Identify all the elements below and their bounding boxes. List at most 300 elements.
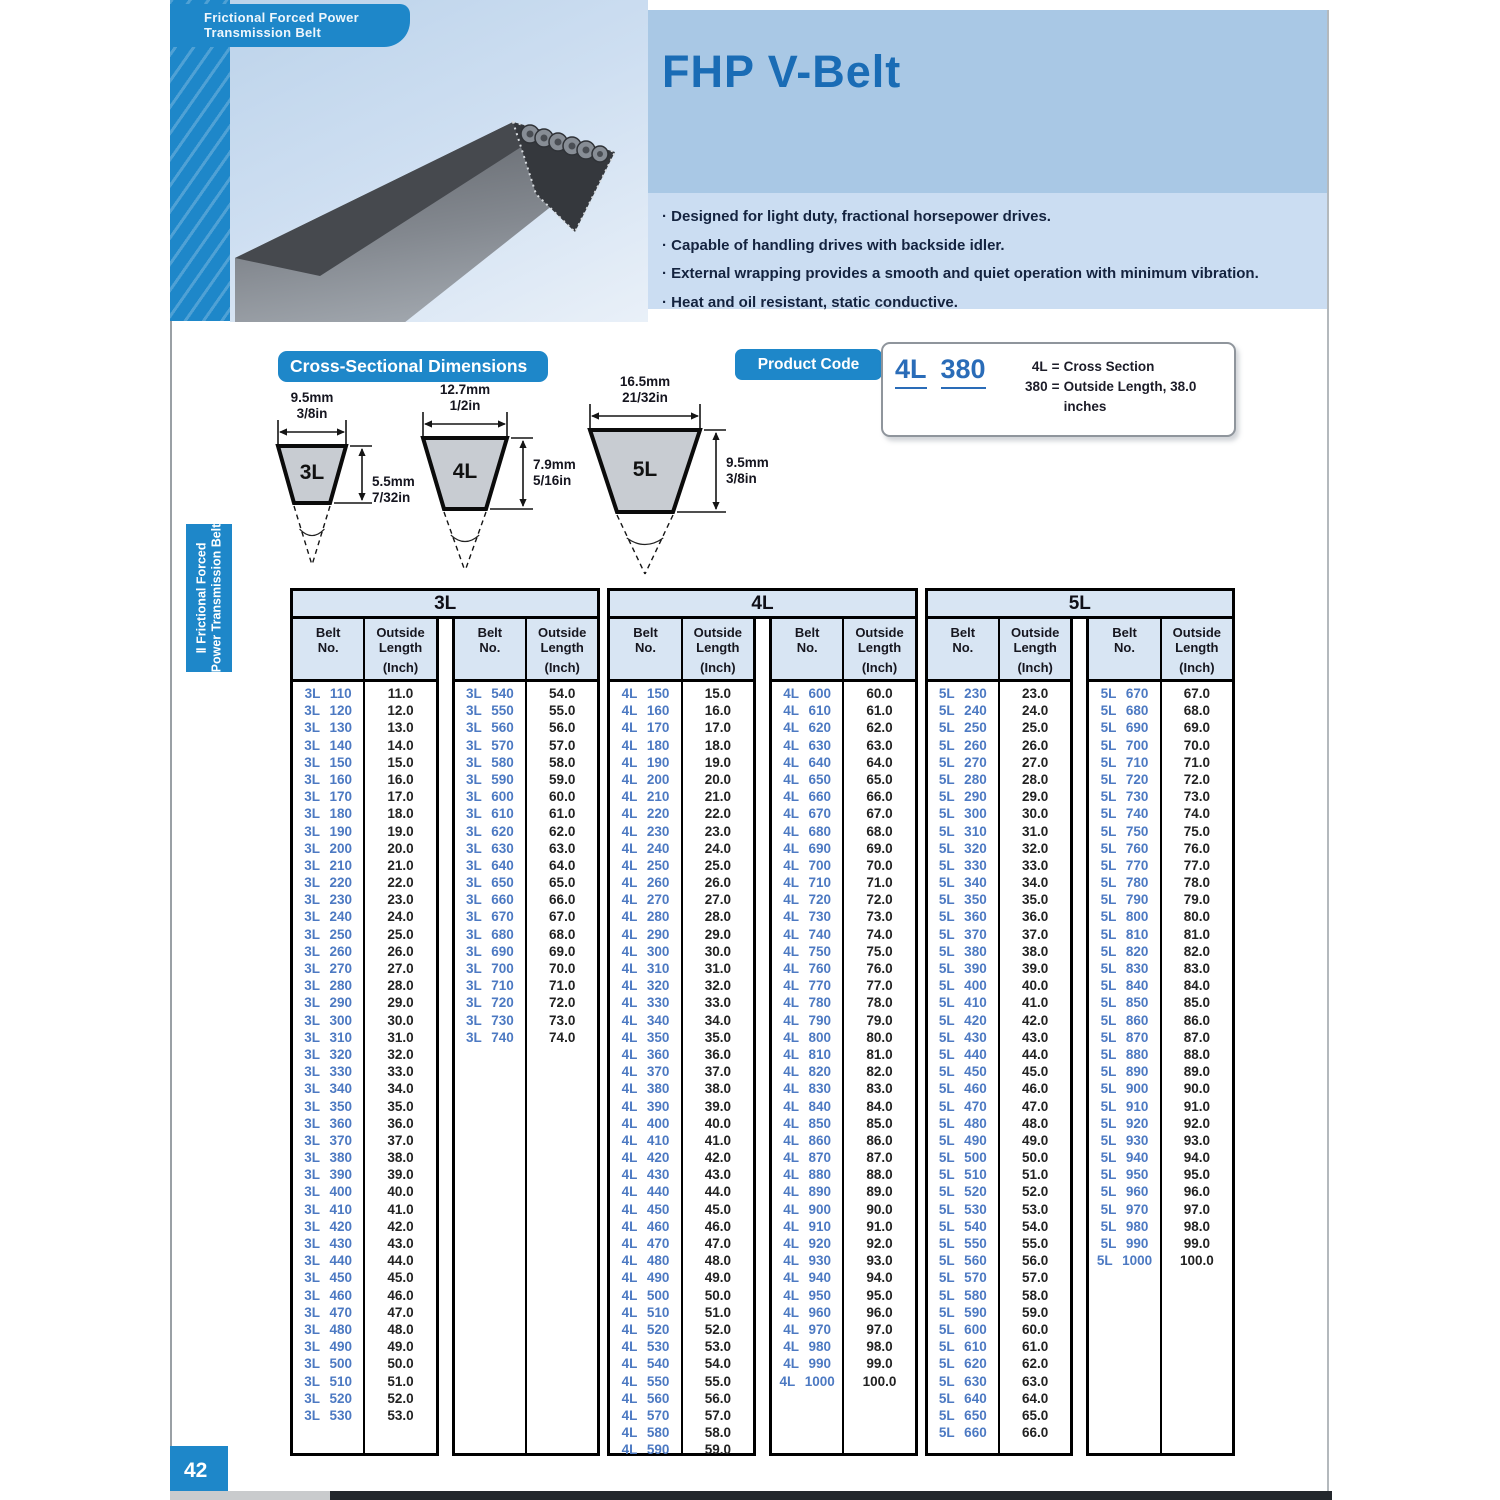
outside-length-cell: 84.0 — [1183, 978, 1210, 994]
outside-length-cell: 81.0 — [866, 1046, 893, 1062]
outside-length-cell: 78.0 — [1183, 875, 1210, 891]
belt-no-cell: 5L 680 — [1100, 703, 1149, 719]
outside-length-cell: 23.0 — [704, 823, 731, 839]
outside-length-column-header — [527, 619, 597, 679]
outside-length-cell: 18.0 — [704, 737, 731, 753]
belt-no-column-header — [1089, 619, 1161, 679]
outside-length-cell: 48.0 — [387, 1321, 414, 1337]
outside-length-cell: 24.0 — [704, 840, 731, 856]
product-code-legend — [1012, 357, 1222, 417]
subtable — [1086, 619, 1235, 1456]
belt-no-column-header — [928, 619, 1000, 679]
belt-no-cell: 5L 840 — [1100, 978, 1149, 994]
outside-length-cell: 68.0 — [549, 926, 576, 942]
belt-no-cell: 5L 850 — [1100, 995, 1149, 1011]
outside-length-cell: 59.0 — [549, 771, 576, 787]
outside-length-cell: 31.0 — [1022, 823, 1049, 839]
outside-length-cell: 89.0 — [1183, 1064, 1210, 1080]
subtable-gap — [439, 619, 452, 1456]
belt-no-cell: 4L 950 — [783, 1287, 832, 1303]
outside-length-cell: 35.0 — [1022, 892, 1049, 908]
outside-length-cell: 88.0 — [866, 1167, 893, 1183]
outside-length-cell: 45.0 — [704, 1201, 731, 1217]
feature-bullets — [648, 193, 1327, 309]
width-mm: 9.5mm — [290, 390, 334, 405]
belt-no-cell: 3L 640 — [465, 857, 514, 873]
belt-no-cell: 3L 340 — [304, 1081, 353, 1097]
outside-length-cell: 70.0 — [866, 857, 893, 873]
belt-no-cell: 4L 340 — [621, 1012, 670, 1028]
outside-length-cell: 18.0 — [387, 806, 414, 822]
header-line: Belt — [794, 625, 820, 640]
outside-length-cell: 33.0 — [1022, 857, 1049, 873]
outside-length-cell: 22.0 — [387, 875, 414, 891]
belt-no-cell: 3L 650 — [465, 875, 514, 891]
belt-no-cell: 5L 920 — [1100, 1115, 1149, 1131]
outside-length-cell: 82.0 — [1183, 943, 1210, 959]
group-header: 4L — [607, 588, 917, 619]
outside-length-cell: 71.0 — [1183, 754, 1210, 770]
belt-no-cell: 5L 390 — [938, 961, 987, 976]
belt-no-cell: 5L 810 — [1100, 926, 1149, 942]
outside-length-cell: 60.0 — [866, 686, 893, 701]
feature-bullet — [662, 203, 1327, 232]
outside-length-cell: 52.0 — [387, 1390, 414, 1406]
outside-length-cell: 15.0 — [704, 686, 731, 701]
corner-banner-line1: Frictional Forced Power — [204, 10, 359, 25]
belt-no-cell: 5L 430 — [938, 1029, 987, 1045]
belt-no-cell: 5L 240 — [938, 703, 987, 719]
belt-no-cell: 4L 790 — [783, 1012, 832, 1028]
header-line: No. — [479, 639, 501, 655]
belt-no-cell: 4L 190 — [621, 754, 670, 770]
belt-no-cell: 5L 970 — [1100, 1201, 1149, 1217]
feature-bullet — [662, 260, 1327, 289]
outside-length-cell: 55.0 — [549, 703, 576, 719]
outside-length-cell: 26.0 — [1022, 737, 1049, 753]
belt-no-cell: 5L 570 — [938, 1270, 987, 1286]
outside-length-cell: 69.0 — [1183, 720, 1210, 736]
belt-no-cell: 3L 110 — [304, 686, 352, 701]
belt-no-cell: 4L 830 — [783, 1081, 832, 1097]
belt-no-cell: 5L 650 — [938, 1407, 987, 1423]
belt-no-cell: 3L 660 — [465, 892, 514, 908]
belt-no-cell: 4L 760 — [783, 961, 832, 976]
outside-length-cell: 47.0 — [1022, 1098, 1049, 1114]
outside-length-cell: 74.0 — [549, 1029, 576, 1045]
belt-no-cell: 5L 580 — [938, 1287, 987, 1303]
width-in: 1/2in — [449, 397, 481, 413]
legend-key: 380 — [1025, 379, 1048, 394]
subtable — [769, 619, 918, 1456]
belt-no-cell: 3L 730 — [465, 1012, 514, 1028]
outside-length-cell: 44.0 — [387, 1253, 414, 1269]
outside-length-cell: 25.0 — [387, 926, 414, 942]
belt-no-cell: 4L 730 — [783, 909, 832, 925]
outside-length-cell: 56.0 — [1022, 1253, 1049, 1269]
belt-no-cell: 4L 370 — [621, 1064, 670, 1080]
belt-no-cell: 5L 690 — [1100, 720, 1149, 736]
outside-length-cell: 68.0 — [1183, 703, 1210, 719]
belt-no-cell: 5L 350 — [938, 892, 987, 908]
belt-no-cell: 5L 700 — [1100, 737, 1149, 753]
outside-length-cell: 49.0 — [387, 1339, 414, 1355]
belt-no-cell: 5L 640 — [938, 1390, 987, 1406]
height-in: 5/16in — [533, 472, 572, 488]
belt-no-cell: 4L 380 — [621, 1081, 670, 1097]
header-line: No. — [1114, 639, 1135, 655]
side-tab — [186, 524, 232, 672]
outside-length-cell: 56.0 — [549, 720, 576, 736]
belt-no-cell: 3L 180 — [304, 806, 353, 822]
outside-length-cell: 40.0 — [387, 1184, 414, 1200]
outside-length-cell: 84.0 — [866, 1098, 893, 1114]
belt-no-cell: 4L 860 — [783, 1132, 832, 1148]
outside-length-cell: 92.0 — [1183, 1115, 1210, 1131]
belt-no-cell: 3L 540 — [465, 686, 514, 701]
outside-length-cell: 35.0 — [704, 1029, 731, 1045]
belt-no-cell: 4L 1000 — [779, 1373, 835, 1389]
header-line: Length — [696, 639, 740, 655]
outside-length-cell: 77.0 — [1183, 857, 1210, 873]
product-code-length: 380 — [941, 354, 986, 389]
belt-no-cell: 3L 360 — [304, 1115, 353, 1131]
header-line: Belt — [315, 625, 341, 640]
outside-length-cell: 86.0 — [866, 1132, 893, 1148]
outside-length-cell: 71.0 — [549, 978, 576, 994]
outside-length-cell: 62.0 — [866, 720, 893, 736]
outside-length-cell: 47.0 — [387, 1304, 414, 1320]
belt-no-cell: 4L 550 — [621, 1373, 670, 1389]
belt-no-cell: 4L 530 — [621, 1339, 670, 1355]
outside-length-cell: 74.0 — [866, 926, 893, 942]
outside-length-cell: 51.0 — [387, 1373, 414, 1389]
outside-length-cell: 69.0 — [549, 943, 576, 959]
outside-length-cell: 32.0 — [1022, 840, 1049, 856]
belt-no-cell: 5L 710 — [1100, 754, 1149, 770]
outside-length-cell: 35.0 — [387, 1098, 414, 1114]
outside-length-cell: 49.0 — [704, 1270, 731, 1286]
belt-no-cell: 3L 520 — [304, 1390, 353, 1406]
outside-length-cell: 96.0 — [1183, 1184, 1210, 1200]
header-line: No. — [635, 639, 656, 655]
cross-section-diagram-5l — [565, 374, 795, 599]
belt-no-cell: 3L 580 — [465, 754, 514, 770]
outside-length-cell: 81.0 — [1183, 926, 1210, 942]
belt-no-cell: 3L 400 — [304, 1184, 353, 1200]
outside-length-cell: 44.0 — [1022, 1046, 1049, 1062]
outside-length-cell: 24.0 — [1022, 703, 1049, 719]
legend-row — [1012, 377, 1222, 417]
belt-photo-illustration — [230, 42, 648, 322]
belt-no-cell: 5L 540 — [938, 1218, 987, 1234]
header-line: No. — [796, 639, 818, 655]
belt-no-cell: 5L 500 — [938, 1150, 987, 1166]
belt-no-cell: 4L 450 — [621, 1201, 670, 1217]
outside-length-cell: 96.0 — [866, 1304, 893, 1320]
belt-no-cell: 4L 260 — [621, 875, 670, 891]
outside-length-cell: 100.0 — [1179, 1253, 1214, 1269]
outside-length-cell: 67.0 — [866, 806, 893, 822]
outside-length-cell: 52.0 — [704, 1321, 731, 1337]
belt-no-cell: 4L 290 — [621, 926, 670, 942]
belt-no-cell: 3L 490 — [304, 1339, 353, 1355]
belt-no-cell: 4L 360 — [621, 1046, 670, 1062]
outside-length-cell: 50.0 — [387, 1356, 414, 1372]
belt-no-cell: 4L 800 — [783, 1029, 832, 1045]
side-tab-line1: Ⅱ Frictional Forced — [194, 542, 209, 654]
belt-no-cell: 5L 470 — [938, 1098, 987, 1114]
belt-table — [290, 588, 1235, 1456]
belt-no-cell: 5L 980 — [1100, 1218, 1149, 1234]
belt-no-cell: 5L 880 — [1100, 1046, 1149, 1062]
belt-no-cell: 5L 400 — [938, 978, 987, 994]
outside-length-cell: 51.0 — [704, 1304, 731, 1320]
belt-no-cell: 3L 250 — [304, 926, 353, 942]
belt-no-cell: 4L 350 — [621, 1029, 670, 1045]
outside-length-cell: 50.0 — [1022, 1150, 1049, 1166]
belt-no-cell: 3L 450 — [304, 1270, 353, 1286]
outside-length-cell: 43.0 — [387, 1236, 414, 1251]
legend-equals: = — [1051, 359, 1060, 374]
outside-length-cell: 71.0 — [866, 875, 893, 891]
belt-no-cell: 4L 220 — [621, 806, 670, 822]
belt-no-cell: 5L 750 — [1100, 823, 1149, 839]
outside-length-cell: 72.0 — [1183, 771, 1210, 787]
outside-length-cell: 40.0 — [1022, 978, 1049, 994]
outside-length-cell: 92.0 — [866, 1236, 893, 1251]
outside-length-cell: 54.0 — [704, 1356, 731, 1372]
outside-length-cell: 42.0 — [387, 1218, 414, 1234]
belt-no-cell: 5L 730 — [1100, 789, 1149, 805]
belt-no-cell: 5L 370 — [938, 926, 987, 942]
header-unit: (Inch) — [382, 660, 419, 675]
belt-no-cell: 5L 890 — [1100, 1064, 1149, 1080]
side-tab-line2: Power Transmission Belt — [209, 523, 223, 673]
belt-no-cell: 4L 710 — [783, 875, 832, 891]
outside-length-cell: 27.0 — [704, 892, 731, 908]
belt-no-cell: 3L 470 — [304, 1304, 353, 1320]
belt-no-cell: 4L 670 — [783, 806, 832, 822]
outside-length-cell: 57.0 — [549, 737, 576, 753]
outside-length-cell: 61.0 — [1022, 1339, 1049, 1355]
belt-no-cell: 4L 440 — [621, 1184, 670, 1200]
subtable — [925, 619, 1074, 1456]
outside-length-cell: 33.0 — [387, 1064, 414, 1080]
belt-no-cell: 5L 260 — [938, 737, 987, 753]
header-line: Belt — [950, 625, 976, 640]
belt-no-cell: 5L 420 — [938, 1012, 987, 1028]
belt-no-cell: 3L 170 — [304, 789, 353, 805]
belt-no-cell: 5L 830 — [1100, 961, 1149, 976]
belt-no-cell: 5L 310 — [938, 823, 987, 839]
outside-length-cell: 61.0 — [549, 806, 576, 822]
belt-no-cell: 4L 600 — [783, 686, 832, 701]
outside-length-cell: 41.0 — [1022, 995, 1049, 1011]
footer-bar-gray — [170, 1491, 330, 1500]
belt-no-cell: 4L 300 — [621, 943, 670, 959]
belt-no-cell: 3L 460 — [304, 1287, 353, 1303]
outside-length-cell: 59.0 — [1022, 1304, 1049, 1320]
outside-length-cell: 94.0 — [1183, 1150, 1210, 1166]
belt-no-cell: 4L 400 — [621, 1115, 670, 1131]
belt-no-cell: 5L 780 — [1100, 875, 1149, 891]
outside-length-cell: 73.0 — [1183, 789, 1210, 805]
belt-no-cell: 4L 970 — [783, 1321, 832, 1337]
belt-no-cell: 5L 870 — [1100, 1029, 1149, 1045]
belt-no-cell: 4L 200 — [621, 771, 670, 787]
outside-length-cell: 20.0 — [704, 771, 731, 787]
outside-length-cell: 85.0 — [866, 1115, 893, 1131]
belt-no-cell: 3L 420 — [304, 1218, 353, 1234]
outside-length-cell: 63.0 — [866, 737, 893, 753]
belt-no-cell: 3L 590 — [465, 771, 514, 787]
outside-length-cell: 55.0 — [1022, 1236, 1049, 1251]
outside-length-cell: 75.0 — [866, 943, 893, 959]
outside-length-cell: 86.0 — [1183, 1012, 1210, 1028]
belt-no-cell: 3L 680 — [465, 926, 514, 942]
belt-no-cell: 5L 860 — [1100, 1012, 1149, 1028]
outside-length-cell: 43.0 — [704, 1167, 731, 1183]
outside-length-cell: 91.0 — [1183, 1098, 1210, 1114]
feature-bullet-text: Designed for light duty, fractional horsepower drives. — [671, 208, 1051, 225]
outside-length-cell: 63.0 — [1022, 1373, 1049, 1389]
outside-length-cell: 30.0 — [1022, 806, 1049, 822]
belt-no-cell: 3L 310 — [304, 1029, 353, 1045]
belt-no-cell: 5L 410 — [938, 995, 987, 1011]
belt-no-cell: 5L 530 — [938, 1201, 987, 1217]
outside-length-cell: 97.0 — [1183, 1201, 1210, 1217]
outside-length-cell: 14.0 — [387, 737, 414, 753]
belt-no-cell: 5L 910 — [1100, 1098, 1149, 1114]
outside-length-cell: 76.0 — [866, 961, 893, 976]
header-line: No. — [952, 639, 974, 655]
left-decorative-stripe — [170, 0, 230, 321]
outside-length-cell: 46.0 — [1022, 1081, 1049, 1097]
outside-length-cell: 46.0 — [387, 1287, 414, 1303]
belt-no-cell: 3L 630 — [465, 840, 514, 856]
outside-length-cell: 66.0 — [549, 892, 576, 908]
outside-length-cell: 48.0 — [1022, 1115, 1049, 1131]
width-mm: 12.7mm — [439, 382, 491, 397]
outside-length-cell: 93.0 — [1183, 1132, 1210, 1148]
cross-sectional-dimensions-banner: Cross-Sectional Dimensions — [278, 351, 548, 382]
belt-no-cell: 5L 770 — [1100, 857, 1149, 873]
belt-no-cell: 3L 300 — [304, 1012, 353, 1028]
subtable — [452, 619, 601, 1456]
outside-length-cell: 60.0 — [549, 789, 576, 805]
feature-bullet — [662, 232, 1327, 261]
outside-length-cell: 62.0 — [549, 823, 576, 839]
belt-no-cell: 5L 610 — [938, 1339, 987, 1355]
outside-length-cell: 58.0 — [704, 1425, 731, 1441]
outside-length-cell: 87.0 — [866, 1150, 893, 1166]
legend-value: Cross Section — [1063, 359, 1155, 374]
outside-length-column-header — [844, 619, 914, 679]
belt-no-cell: 4L 890 — [783, 1184, 832, 1200]
belt-no-cell: 4L 570 — [621, 1407, 670, 1423]
outside-length-cell: 70.0 — [549, 961, 576, 976]
belt-no-cell: 5L 1000 — [1096, 1253, 1153, 1269]
belt-no-cell: 3L 620 — [465, 823, 514, 839]
outside-length-cell: 23.0 — [1022, 686, 1049, 701]
belt-no-cell: 4L 960 — [783, 1304, 832, 1320]
belt-no-cell: 5L 940 — [1100, 1150, 1149, 1166]
belt-no-cell: 4L 490 — [621, 1270, 670, 1286]
outside-length-cell: 53.0 — [387, 1407, 414, 1423]
outside-length-cell: 88.0 — [1183, 1046, 1210, 1062]
outside-length-cell: 95.0 — [1183, 1167, 1210, 1183]
belt-no-cell: 3L 240 — [304, 909, 353, 925]
product-code-box — [881, 342, 1236, 437]
outside-length-cell: 60.0 — [1022, 1321, 1049, 1337]
feature-bullet-text: Capable of handling drives with backside idler. — [671, 236, 1005, 254]
outside-length-cell: 25.0 — [704, 857, 731, 873]
belt-no-cell: 5L 320 — [938, 840, 987, 856]
outside-length-cell: 43.0 — [1022, 1029, 1049, 1045]
header-unit: (Inch) — [700, 660, 736, 675]
outside-length-cell: 64.0 — [866, 754, 893, 770]
belt-no-cell: 3L 330 — [304, 1064, 353, 1080]
width-dimension-label — [415, 382, 515, 413]
outside-length-cell: 94.0 — [866, 1270, 893, 1286]
belt-no-cell: 4L 910 — [783, 1218, 832, 1234]
outside-length-cell: 29.0 — [1022, 789, 1049, 805]
belt-no-cell: 4L 210 — [621, 789, 670, 805]
belt-no-cell: 4L 870 — [783, 1150, 832, 1166]
outside-length-cell: 28.0 — [1022, 771, 1049, 787]
width-in: 3/8in — [296, 405, 328, 421]
header-line: Outside — [537, 625, 587, 640]
belt-no-cell: 5L 560 — [938, 1253, 987, 1269]
outside-length-cell: 75.0 — [1183, 823, 1210, 839]
group-separator — [918, 588, 925, 1456]
belt-no-cell: 4L 740 — [783, 926, 832, 942]
belt-no-cell: 3L 690 — [465, 943, 514, 959]
belt-no-cell: 3L 430 — [304, 1236, 353, 1251]
belt-no-cell: 5L 660 — [938, 1425, 987, 1441]
belt-no-cell: 4L 720 — [783, 892, 832, 908]
belt-no-cell: 5L 250 — [938, 720, 987, 736]
group-separator — [600, 588, 607, 1456]
belt-no-cell: 5L 450 — [938, 1064, 987, 1080]
outside-length-cell: 90.0 — [866, 1201, 893, 1217]
belt-no-cell: 4L 150 — [621, 686, 670, 701]
page-title: FHP V-Belt — [662, 46, 902, 97]
header-line: Belt — [477, 625, 503, 640]
belt-no-cell: 4L 840 — [783, 1098, 832, 1114]
outside-length-cell: 16.0 — [387, 771, 414, 787]
outside-length-cell: 80.0 — [1183, 909, 1210, 925]
outside-length-cell: 73.0 — [549, 1012, 576, 1028]
header-unit: (Inch) — [861, 660, 898, 675]
width-mm: 16.5mm — [619, 374, 671, 389]
height-in: 7/32in — [372, 489, 411, 505]
belt-no-cell: 3L 370 — [304, 1132, 353, 1148]
belt-no-cell: 5L 790 — [1100, 892, 1149, 908]
belt-no-cell: 3L 350 — [304, 1098, 353, 1114]
group-header: 5L — [925, 588, 1235, 619]
header-line: Outside — [855, 625, 904, 640]
belt-no-cell: 3L 600 — [465, 789, 514, 805]
belt-no-cell: 5L 720 — [1100, 771, 1149, 787]
belt-no-cell: 3L 500 — [304, 1356, 353, 1372]
belt-no-cell: 3L 720 — [465, 995, 514, 1011]
width-dimension-label — [595, 374, 695, 405]
belt-no-cell: 4L 640 — [783, 754, 832, 770]
belt-no-cell: 5L 460 — [938, 1081, 987, 1097]
header-line: Length — [378, 639, 423, 655]
